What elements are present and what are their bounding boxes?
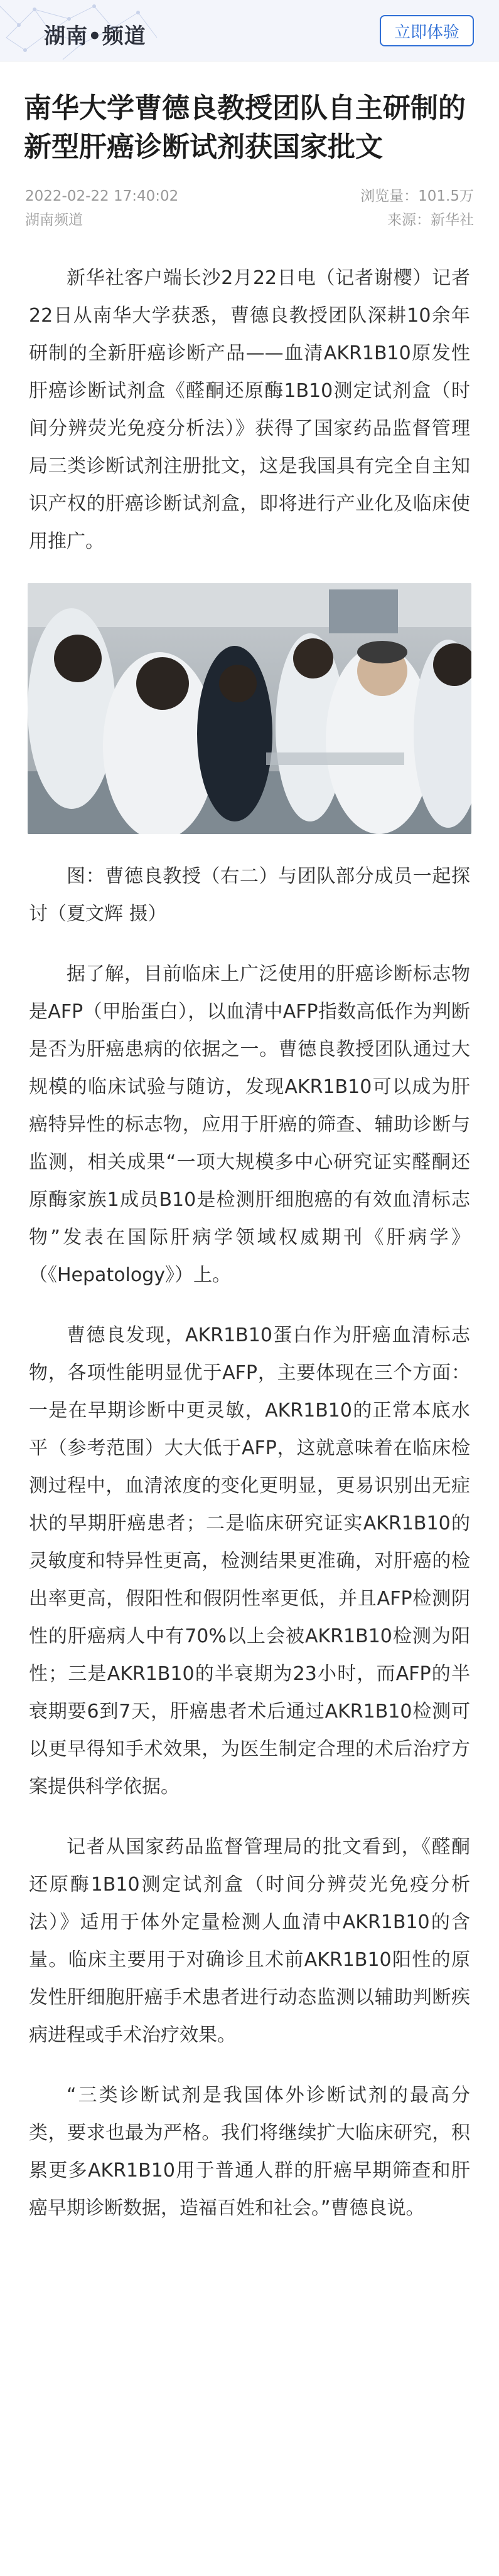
photo-caption: 图：曹德良教授（右二）与团队部分成员一起探讨（夏文辉 摄） bbox=[29, 865, 470, 925]
lab-team-photo-image bbox=[28, 583, 471, 834]
article-meta-row-1 bbox=[25, 186, 474, 207]
channel-name: 湖南•频道 bbox=[44, 24, 146, 49]
article-body bbox=[0, 260, 499, 2227]
article-meta-row-2 bbox=[25, 209, 474, 231]
article-source: 来源：新华社 bbox=[387, 212, 474, 228]
article-channel: 湖南频道 bbox=[25, 212, 83, 228]
paragraph-quote: “三类诊断试剂是我国体外诊断试剂的最高分类，要求也最为严格。我们将继续扩大临床研究，积累更多AKR1B10用于普通人群的肝癌早期筛查和肝癌早期诊断数据，造福百姓和社会。”曹德良说。 bbox=[29, 2084, 470, 2219]
article-photo bbox=[28, 583, 471, 834]
article-title: 南华大学曹德良教授团队自主研制的新型肝癌诊断试剂获国家批文 bbox=[24, 92, 466, 163]
paragraph-approval: 记者从国家药品监督管理局的批文看到，《醛酮还原酶1B10测定试剂盒（时间分辨荧光免疫分析法）》适用于体外定量检测人血清中AKR1B10的含量。临床主要用于对确诊且术前AKR1B10阳性的原发性肝细胞肝癌手术患者进行动态监测以辅助判断疾病进程或手术治疗效果。 bbox=[29, 1836, 470, 2046]
view-count: 浏览量：101.5万 bbox=[360, 188, 474, 204]
publish-datetime: 2022-02-22 17:40:02 bbox=[25, 188, 179, 204]
paragraph-background: 据了解，目前临床上广泛使用的肝癌诊断标志物是AFP（甲胎蛋白），以血清中AFP指数高低作为判断是否为肝癌患病的依据之一。曹德良教授团队通过大规模的临床试验与随访，发现AKR1B10可以成为肝癌特异性的标志物，应用于肝癌的筛查、辅助诊断与监测，相关成果“一项大规模多中心研究证实醛酮还原酶家族1成员B10是检测肝细胞癌的有效血清标志物”发表在国际肝病学领域权威期刊《肝病学》（《Hepatology》）上。 bbox=[29, 963, 470, 1286]
try-now-button[interactable]: 立即体验 bbox=[380, 15, 474, 46]
paragraph-intro: 新华社客户端长沙2月22日电（记者谢樱）记者22日从南华大学获悉，曹德良教授团队深耕10余年研制的全新肝癌诊断产品——血清AKR1B10原发性肝癌诊断试剂盒《醛酮还原酶1B10测定试剂盒（时间分辨荧光免疫分析法）》获得了国家药品监督管理局三类诊断试剂注册批文，这是我国具有完全自主知识产权的肝癌诊断试剂盒，即将进行产业化及临床使用推广。 bbox=[29, 267, 470, 552]
top-banner bbox=[0, 0, 499, 61]
paragraph-findings: 曹德良发现，AKR1B10蛋白作为肝癌血清标志物，各项性能明显优于AFP，主要体现在三个方面：一是在早期诊断中更灵敏，AKR1B10的正常本底水平（参考范围）大大低于AFP，这就意味着在临床检测过程中，血清浓度的变化更明显，更易识别出无症状的早期肝癌患者；二是临床研究证实AKR1B10的灵敏度和特异性更高，检测结果更准确，对肝癌的检出率更高，假阳性和假阴性率更低，并且AFP检测阴性的肝癌病人中有70%以上会被AKR1B10检测为阳性；三是AKR1B10的半衰期为23小时，而AFP的半衰期要6到7天，肝癌患者术后通过AKR1B10检测可以更早得知手术效果，为医生制定合理的术后治疗方案提供科学依据。 bbox=[29, 1324, 470, 1798]
